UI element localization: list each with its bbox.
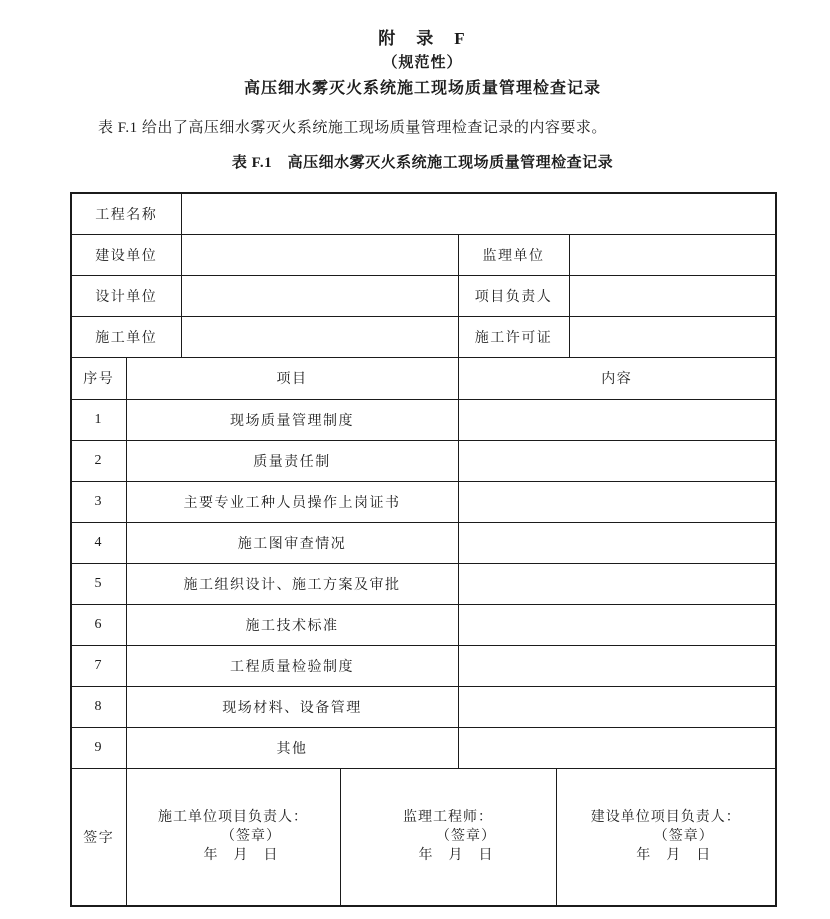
field-value-construction-unit (181, 316, 458, 357)
item-seq: 3 (71, 481, 126, 522)
item-name: 工程质量检验制度 (126, 645, 458, 686)
item-seq: 4 (71, 522, 126, 563)
info-row-construction (71, 316, 776, 357)
field-value-project-name (181, 193, 776, 234)
item-row (71, 727, 776, 768)
item-row (71, 440, 776, 481)
field-label-project-leader: 项目负责人 (458, 275, 569, 316)
signature-role: 施工单位项目负责人： (158, 810, 308, 826)
item-seq: 2 (71, 440, 126, 481)
item-name: 现场质量管理制度 (126, 399, 458, 440)
field-label-construction-permit: 施工许可证 (458, 316, 569, 357)
item-content-cell (458, 645, 776, 686)
item-row (71, 645, 776, 686)
column-header-item: 项目 (126, 357, 458, 399)
project-name-row (71, 193, 776, 234)
item-content-cell (458, 727, 776, 768)
item-name: 施工组织设计、施工方案及审批 (126, 563, 458, 604)
item-name: 质量责任制 (126, 440, 458, 481)
field-label-owner-unit: 建设单位 (71, 234, 181, 275)
appendix-title: 附 录 F (378, 29, 467, 48)
signature-cell-construction (126, 768, 340, 906)
field-value-design-unit (181, 275, 458, 316)
item-row (71, 399, 776, 440)
signature-date: 年 月 日 (203, 848, 279, 864)
item-content-cell (458, 522, 776, 563)
signature-date: 年 月 日 (636, 848, 712, 864)
field-value-supervision-unit (569, 234, 776, 275)
signature-seal: （签章） (436, 829, 496, 845)
item-content-cell (458, 440, 776, 481)
item-seq: 5 (71, 563, 126, 604)
item-row (71, 481, 776, 522)
field-value-construction-permit (569, 316, 776, 357)
item-content-cell (458, 481, 776, 522)
signature-seal: （签章） (221, 829, 281, 845)
item-content-cell (458, 399, 776, 440)
signature-role: 监理工程师： (403, 810, 493, 826)
field-label-design-unit: 设计单位 (71, 275, 181, 316)
field-label-project-name: 工程名称 (71, 193, 181, 234)
column-header-content: 内容 (458, 357, 776, 399)
item-seq: 6 (71, 604, 126, 645)
column-header-seq: 序号 (71, 357, 126, 399)
item-seq: 1 (71, 399, 126, 440)
signature-row (71, 768, 776, 906)
item-row (71, 604, 776, 645)
field-label-construction-unit: 施工单位 (71, 316, 181, 357)
table-caption: 表 F.1 高压细水雾灭火系统施工现场质量管理检查记录 (231, 155, 614, 171)
document-title: 高压细水雾灭火系统施工现场质量管理检查记录 (243, 80, 601, 97)
item-seq: 9 (71, 727, 126, 768)
item-name: 现场材料、设备管理 (126, 686, 458, 727)
signature-cell-supervisor (340, 768, 556, 906)
item-content-cell (458, 563, 776, 604)
signature-cell-owner (556, 768, 776, 906)
item-row (71, 563, 776, 604)
item-name: 其他 (126, 727, 458, 768)
item-name: 施工技术标准 (126, 604, 458, 645)
inspection-form-table (70, 192, 777, 907)
item-name: 施工图审查情况 (126, 522, 458, 563)
info-row-design (71, 275, 776, 316)
item-seq: 8 (71, 686, 126, 727)
item-row (71, 686, 776, 727)
field-label-supervision-unit: 监理单位 (458, 234, 569, 275)
item-seq: 7 (71, 645, 126, 686)
signature-role: 建设单位项目负责人： (590, 810, 741, 826)
item-content-cell (458, 686, 776, 727)
item-content-cell (458, 604, 776, 645)
item-row (71, 522, 776, 563)
field-value-owner-unit (181, 234, 458, 275)
signature-label: 签字 (71, 768, 126, 906)
item-name: 主要专业工种人员操作上岗证书 (126, 481, 458, 522)
info-row-owner (71, 234, 776, 275)
signature-date: 年 月 日 (418, 848, 494, 864)
checklist-header-row (71, 357, 776, 399)
field-value-project-leader (569, 275, 776, 316)
normative-label: （规范性） (382, 55, 463, 71)
signature-seal: （签章） (653, 829, 714, 845)
title-block (70, 0, 775, 99)
intro-paragraph: 表 F.1 给出了高压细水雾灭火系统施工现场质量管理检查记录的内容要求。 (98, 120, 607, 136)
